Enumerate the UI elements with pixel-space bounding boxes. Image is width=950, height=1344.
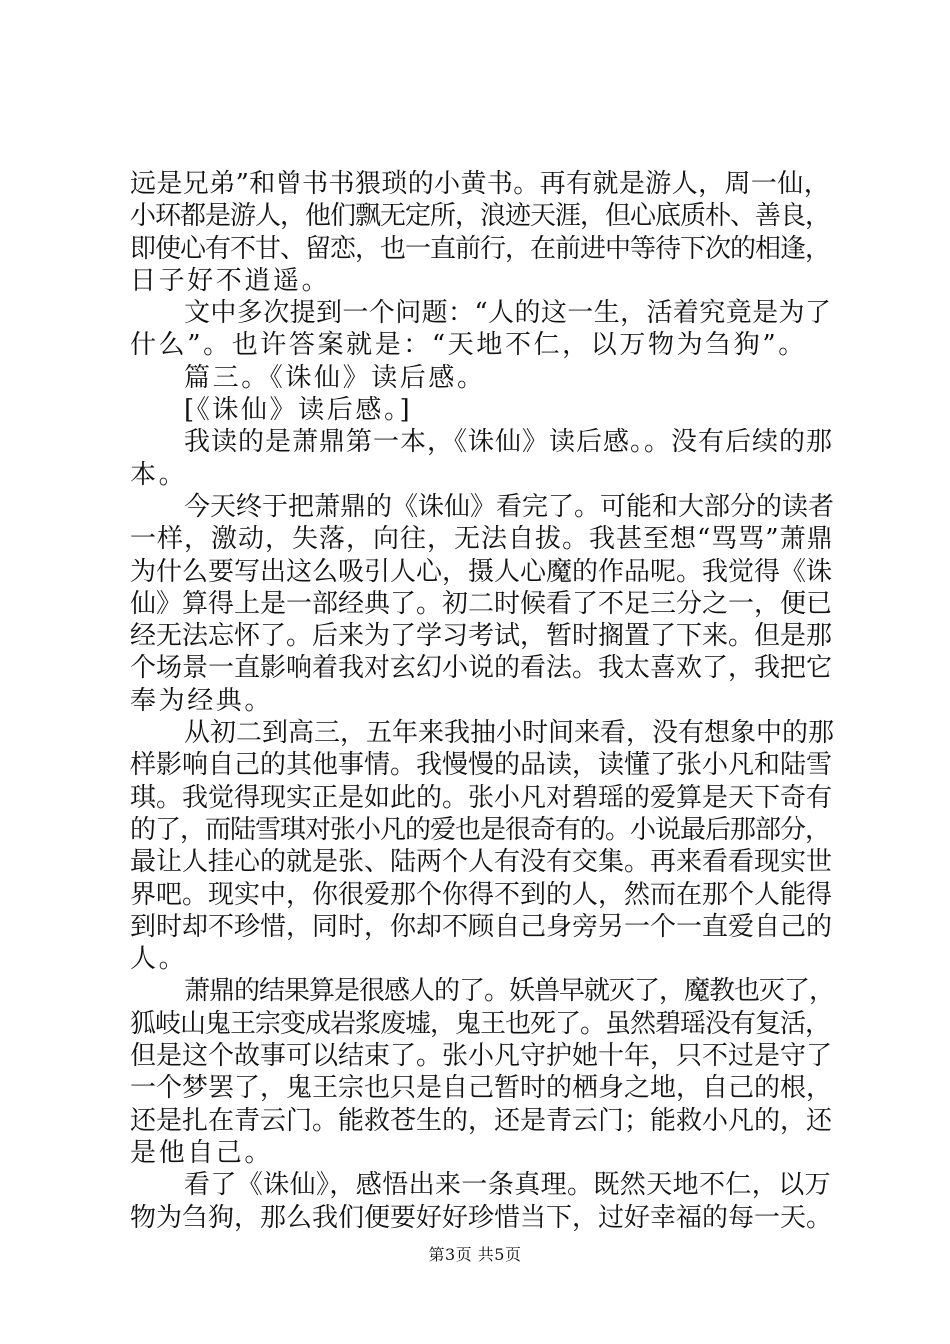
text-line: 界吧。现实中，你很爱那个你得不到的人，然而在那个人能得 — [130, 879, 833, 910]
text-line: 从初二到高三，五年来我抽小时间来看，没有想象中的那 — [184, 718, 835, 749]
text-line: 但是这个故事可以结束了。张小凡守护她十年，只不过是守了 — [130, 1041, 833, 1072]
text-line: 看了《诛仙》，感悟出来一条真理。既然天地不仁，以万 — [184, 1170, 832, 1201]
text-line: 日子好不逍遥。 — [130, 265, 331, 296]
text-line: 今天终于把萧鼎的《诛仙》看完了。可能和大部分的读者 — [184, 491, 835, 522]
text-line: 样影响自己的其他事情。我慢慢的品读，读懂了张小凡和陆雪 — [130, 750, 833, 781]
text-line: 最让人挂心的就是张、陆两个人有没有交集。再来看看现实世 — [130, 847, 833, 878]
text-line: 篇三。《诛仙》读后感。 — [184, 362, 486, 393]
text-line: 的了，而陆雪琪对张小凡的爱也是很奇有的。小说最后那部分， — [130, 814, 831, 845]
text-line: 琪。我觉得现实正是如此的。张小凡对碧瑶的爱算是天下奇有 — [130, 782, 833, 813]
text-line: 萧鼎的结果算是很感人的了。妖兽早就灭了，魔教也灭了， — [184, 976, 835, 1007]
text-line: 为什么要写出这么吸引人心，摄人心魔的作品呢。我觉得《诛 — [130, 556, 833, 587]
text-line: 物为刍狗，那么我们便要好好珍惜当下，过好幸福的每一天。 — [130, 1202, 833, 1233]
text-line: [《诛仙》读后感。] — [184, 395, 413, 426]
page-footer: 第3页 共5页 — [428, 1245, 522, 1264]
text-line: 文中多次提到一个问题：“人的这一生，活着究竟是为了 — [184, 298, 832, 329]
text-line: 经无法忘怀了。后来为了学习考试，暂时搁置了下来。但是那 — [130, 621, 833, 652]
text-line: 小环都是游人，他们飘无定所，浪迹天涯，但心底质朴、善良， — [130, 201, 831, 232]
text-line: 个场景一直影响着我对玄幻小说的看法。我太喜欢了，我把它 — [130, 653, 833, 684]
text-line: 一个梦罢了，鬼王宗也只是自己暂时的栖身之地，自己的根， — [130, 1073, 833, 1104]
text-line: 人。 — [130, 944, 188, 975]
text-line: 远是兄弟”和曾书书猥琐的小黄书。再有就是游人，周一仙， — [130, 169, 831, 199]
text-line: 奉为经典。 — [130, 685, 274, 716]
document-body — [130, 168, 835, 1234]
text-line: 我读的是萧鼎第一本，《诛仙》读后感。。没有后续的那 — [184, 427, 834, 458]
text-line: 什么”。也许答案就是：“天地不仁，以万物为刍狗”。 — [130, 330, 807, 361]
text-line: 是他自己。 — [130, 1137, 274, 1168]
text-line: 本。 — [130, 459, 188, 490]
text-line: 到时却不珍惜，同时，你却不顾自己身旁另一个一直爱自己的 — [130, 911, 833, 942]
text-line: 一样，激动，失落，向往，无法自拔。我甚至想“骂骂”萧鼎 — [130, 524, 834, 555]
text-line: 仙》算得上是一部经典了。初二时候看了不足三分之一，便已 — [130, 588, 833, 619]
text-line: 还是扎在青云门。能救苍生的，还是青云门；能救小凡的，还 — [130, 1105, 833, 1136]
text-line: 即使心有不甘、留恋，也一直前行，在前进中等待下次的相逢， — [130, 233, 831, 264]
text-line: 狐岐山鬼王宗变成岩浆废墟，鬼王也死了。虽然碧瑶没有复活， — [130, 1008, 831, 1039]
